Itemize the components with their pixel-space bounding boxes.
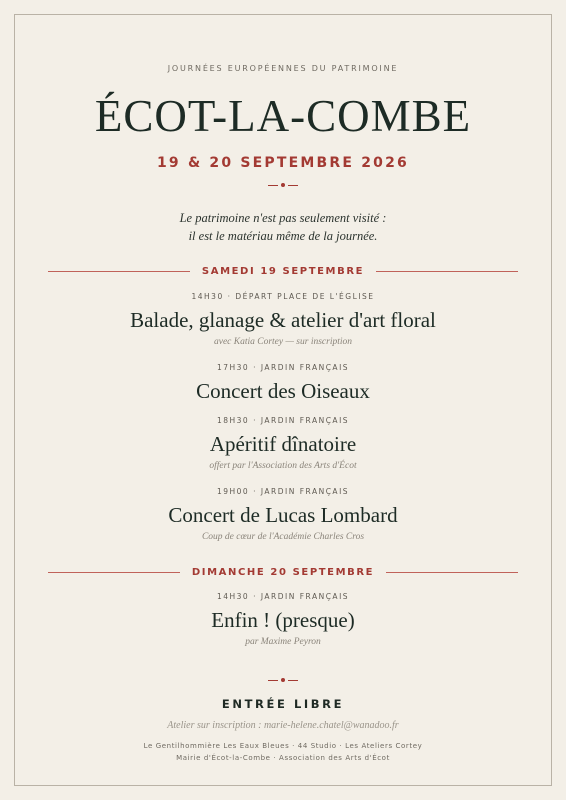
event-meta: 17H30 · JARDIN FRANÇAIS bbox=[216, 363, 350, 372]
event-meta: 14H30 · JARDIN FRANÇAIS bbox=[216, 592, 350, 601]
ornament-divider bbox=[0, 678, 566, 682]
day-label: SAMEDI 19 SEPTEMBRE bbox=[201, 265, 365, 277]
event-subtitle: par Maxime Peyron bbox=[245, 637, 321, 647]
event-title: Enfin ! (presque) bbox=[211, 608, 355, 632]
event-dates: 19 & 20 SEPTEMBRE 2026 bbox=[156, 155, 409, 171]
event-subtitle: Coup de cœur de l'Académie Charles Cros bbox=[201, 532, 365, 542]
event-meta: 14H30 · DÉPART PLACE DE L'ÉGLISE bbox=[191, 292, 375, 301]
event-title: Balade, glanage & atelier d'art floral bbox=[130, 308, 436, 332]
day-header-saturday bbox=[48, 264, 518, 278]
divider-line bbox=[48, 572, 180, 573]
free-entry-label: ENTRÉE LIBRE bbox=[221, 697, 345, 711]
partners-line: Mairie d'Écot-la-Combe · Association des Arts d'Écot bbox=[176, 754, 390, 762]
event-subtitle: offert par l'Association des Arts d'Écot bbox=[209, 461, 357, 471]
divider-line bbox=[376, 271, 518, 272]
divider-line bbox=[386, 572, 518, 573]
intro-quote bbox=[0, 209, 566, 245]
event-eyebrow: JOURNÉES EUROPÉENNES DU PATRIMOINE bbox=[167, 64, 399, 73]
page-title: ÉCOT-LA-COMBE bbox=[94, 91, 472, 141]
divider-line bbox=[48, 271, 190, 272]
event-subtitle: avec Katia Cortey — sur inscription bbox=[213, 337, 352, 347]
event-title: Apéritif dînatoire bbox=[209, 432, 357, 456]
registration-info: Atelier sur inscription : marie-helene.chatel@wanadoo.fr bbox=[167, 720, 399, 731]
ornament-divider bbox=[0, 183, 566, 187]
day-label: DIMANCHE 20 SEPTEMBRE bbox=[191, 566, 375, 578]
event-meta: 18H30 · JARDIN FRANÇAIS bbox=[216, 416, 350, 425]
event-title: Concert de Lucas Lombard bbox=[168, 503, 398, 527]
quote-line: Le patrimoine n'est pas seulement visité : bbox=[179, 211, 387, 225]
event-title: Concert des Oiseaux bbox=[196, 379, 370, 403]
event-meta: 19H00 · JARDIN FRANÇAIS bbox=[216, 487, 350, 496]
partners-line: Le Gentilhommière Les Eaux Bleues · 44 Studio · Les Ateliers Cortey bbox=[143, 742, 423, 750]
quote-line: il est le matériau même de la journée. bbox=[188, 229, 378, 243]
day-header-sunday bbox=[48, 565, 518, 579]
